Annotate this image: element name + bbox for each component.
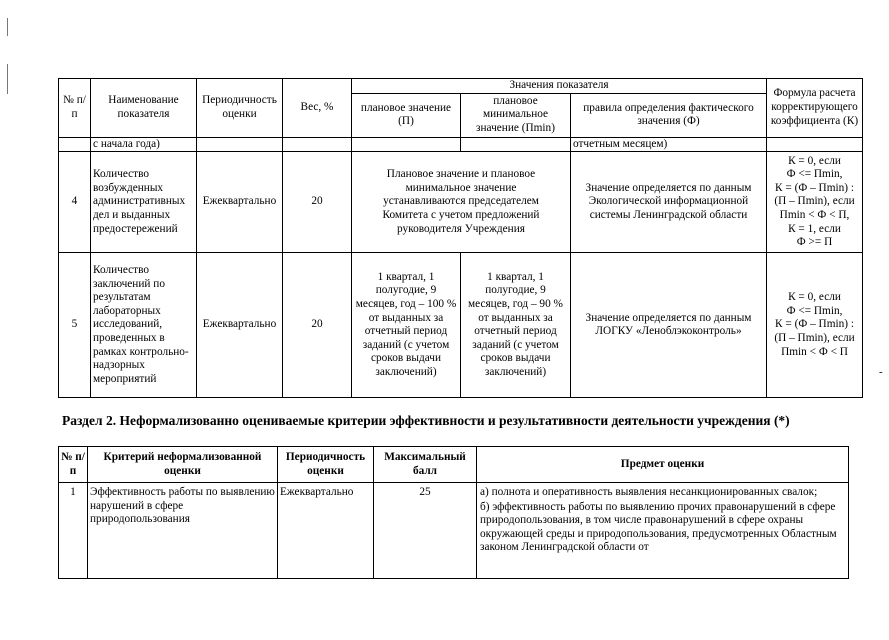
t2-row1-criterion: Эффективность работы по выявлению нарушений в сфере природопользования [88,483,278,579]
row5-formula-line: Пmin < Ф < П [781,345,848,358]
row4-formula-line: К = 0, если [788,154,841,167]
row5-period: Ежеквартально [197,253,283,398]
section2-title: Раздел 2. Неформализованно оцениваемые критерии эффективности и результативности деятельности учреждения (*) [62,413,790,428]
header-period: Периодичность оценки [197,79,283,138]
row5-plan: 1 квартал, 1 полугодие, 9 месяцев, год – 100 % от выданных за отчетный период заданий (с учетом сроков выдачи заключений) [352,253,461,398]
cont-plan [352,137,461,152]
indicators-table [58,78,863,398]
header-name: Наименование показателя [91,79,197,138]
t2-header-criterion: Критерий неформализованной оценки [88,447,278,483]
informal-criteria-table [58,446,849,579]
table1-row-4 [59,152,863,253]
row5-formula-line: (П – Пmin), если [774,331,855,344]
row5-formula-line: К = (Ф – Пmin) : [775,318,855,331]
table2-row-1 [59,483,849,579]
row5-formula-line: Ф <= Пmin, [786,304,843,317]
row5-weight: 20 [283,253,352,398]
cont-plan-min [461,137,571,152]
cont-name: с начала года) [91,137,197,152]
cont-period [197,137,283,152]
cont-weight [283,137,352,152]
header-weight: Вес, % [283,79,352,138]
t2-row1-subject-b: б) эффективность работы по выявлению прочих правонарушений в сфере природопользования, в том числе правонарушений в сфере охраны окружающей среды и природопользования, предусмотренных Областным законом Ленинградской области от [480,500,837,554]
row5-formula [767,253,863,398]
header-fact-rules: правила определения фактического значения (Ф) [571,93,767,137]
row4-plan-merged: Плановое значение и плановое минимальное значение устанавливаются председателем Комитета с учетом предложений руководителя Учреждения [352,152,571,253]
table1-continuation-row [59,137,863,152]
row5-fact: Значение определяется по данным ЛОГКУ «Леноблэкоконтроль» [571,253,767,398]
row4-weight: 20 [283,152,352,253]
row4-formula-line: Пmin < Ф < П, [779,208,850,221]
row4-formula-line: К = 1, если [788,222,841,235]
t2-row1-num: 1 [59,483,88,579]
row4-num: 4 [59,152,91,253]
row4-formula-line: (П – Пmin), если [774,195,855,208]
t2-header-num: № п/п [59,447,88,483]
t2-row1-max-score: 25 [374,483,477,579]
table1-row-5 [59,253,863,398]
row5-plan-min: 1 квартал, 1 полугодие, 9 месяцев, год – 90 % от выданных за отчетный период заданий (с учетом сроков выдачи заключений) [461,253,571,398]
row4-formula-line: Ф <= Пmin, [786,168,843,181]
row5-formula-line: К = 0, если [788,291,841,304]
margin-dash: - [879,366,883,378]
row4-formula-line: К = (Ф – Пmin) : [775,181,855,194]
header-plan-min: плановое минимальное значение (Пmin) [461,93,571,137]
t2-header-max-score: Максимальный балл [374,447,477,483]
header-num: № п/п [59,79,91,138]
t2-row1-subject [477,483,849,579]
table2-header-row [59,447,849,483]
scan-margin-mark-top [7,18,8,36]
row5-num: 5 [59,253,91,398]
row4-formula-line: Ф >= П [796,236,833,249]
t2-row1-subject-a: а) полнота и оперативность выявления несанкционированных свалок; [480,486,818,498]
header-formula: Формула расчета корректирующего коэффициента (К) [767,79,863,138]
row4-name: Количество возбужденных административных дел и выданных предостережений [91,152,197,253]
cont-formula [767,137,863,152]
row4-formula [767,152,863,253]
t2-header-period: Периодичность оценки [278,447,374,483]
t2-row1-period: Ежеквартально [278,483,374,579]
row5-name: Количество заключений по результатам лабораторных исследований, проведенных в рамках контрольно-надзорных мероприятий [91,253,197,398]
cont-fact: отчетным месяцем) [571,137,767,152]
table1-header-row-1 [59,79,863,94]
cont-num [59,137,91,152]
row4-fact: Значение определяется по данным Экологической информационной системы Ленинградской области [571,152,767,253]
scan-margin-mark-bottom [7,64,8,94]
header-plan: плановое значение (П) [352,93,461,137]
t2-header-subject: Предмет оценки [477,447,849,483]
row4-period: Ежеквартально [197,152,283,253]
header-values-group: Значения показателя [352,79,767,94]
